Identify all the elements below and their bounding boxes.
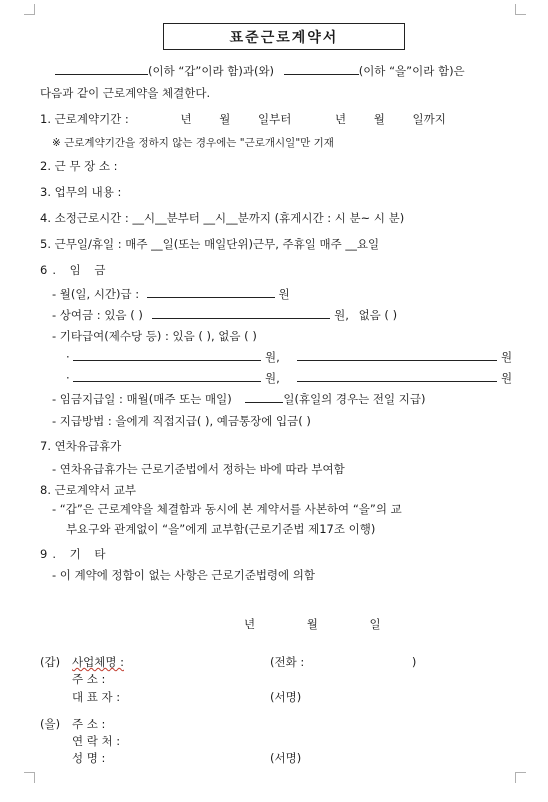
intro-line-1 — [55, 63, 465, 79]
start-month-label: 월 — [219, 112, 231, 126]
end-year-label: 년 — [334, 112, 347, 126]
pay-method-row: - 지급방법 : 을에게 직접지급( ), 예금통장에 입금( ) — [52, 414, 311, 428]
employee-name-blank[interactable] — [284, 63, 359, 75]
item-contract-delivery: 8. 근로계약서 교부 — [40, 483, 137, 497]
end-month-label: 월 — [373, 112, 385, 126]
start-day-label: 일부터 — [258, 112, 292, 126]
pay-day-tail: 일(휴일의 경우는 전일 지급) — [283, 392, 426, 406]
corner-mark-top-left — [24, 4, 35, 15]
corner-mark-bottom-right — [515, 772, 526, 783]
employee-contact: 연 락 처 : — [72, 734, 121, 748]
annual-leave-desc: - 연차유급휴가는 근로기준법에서 정하는 바에 따라 부여함 — [52, 462, 345, 476]
other-pay-row: - 기타급여(제수당 등) : 있음 ( ), 없음 ( ) — [52, 329, 257, 343]
item-job-description: 3. 업무의 내용 : — [40, 185, 122, 199]
contract-delivery-desc-2: 부요구와 관계없이 “을”에게 교부함(근로기준법 제17조 이행) — [66, 522, 376, 536]
employer-ceo: 대 표 자 : — [72, 690, 121, 704]
contract-period-note: ※ 근로계약기간을 정하지 않는 경우에는 "근로개시일"만 기재 — [52, 137, 334, 149]
employer-business-name — [72, 654, 124, 670]
other-pay-blank-2b[interactable] — [297, 370, 497, 382]
document-title: 표준근로계약서 — [163, 23, 405, 50]
date-month: 월 — [306, 617, 318, 631]
other-pay-line-2 — [66, 370, 512, 386]
corner-mark-top-right — [515, 4, 526, 15]
item-contract-period — [40, 111, 446, 127]
other-pay-unit-2b: 원 — [501, 371, 513, 385]
bonus-none: 없음 ( ) — [358, 308, 398, 322]
start-year-label: 년 — [180, 112, 192, 126]
bonus-unit: 원, — [334, 308, 349, 322]
wage-unit: 원 — [278, 287, 290, 301]
business-name-label: 사업체명 : — [72, 655, 124, 669]
intro-eul-text: (이하 “을”이라 함)은 — [358, 64, 465, 78]
other-pay-line-1 — [66, 349, 512, 365]
wage-row — [52, 286, 290, 302]
other-pay-unit-1b: 원 — [501, 350, 513, 364]
intro-line-2: 다음과 같이 근로계약을 체결한다. — [40, 86, 211, 100]
employee-marker: (을) — [40, 717, 61, 731]
other-pay-unit-1a: 원, — [264, 350, 280, 364]
pay-day-label: - 임금지급일 : 매월(매주 또는 매일) — [52, 392, 232, 406]
contract-period-label: 1. 근로계약기간 : — [40, 112, 129, 126]
bullet-dot: · — [66, 350, 70, 364]
other-pay-blank-1a[interactable] — [73, 349, 261, 361]
other-pay-blank-2a[interactable] — [73, 370, 261, 382]
date-year: 년 — [244, 617, 256, 631]
signing-date — [244, 616, 381, 632]
corner-mark-bottom-left — [24, 772, 35, 783]
bullet-dot: · — [66, 371, 70, 385]
pay-day-blank[interactable] — [245, 391, 283, 403]
item-workplace: 2. 근 무 장 소 : — [40, 159, 118, 173]
item-annual-leave: 7. 연차유급휴가 — [40, 439, 122, 453]
employer-phone — [270, 654, 416, 670]
wage-label: - 월(일, 시간)급 : — [52, 287, 140, 301]
wage-amount-blank[interactable] — [147, 286, 275, 298]
item-workdays-holidays: 5. 근무일/휴일 : 매주 __일(또는 매일단위)근무, 주휴일 매주 __요일 — [40, 237, 380, 251]
other-desc: - 이 계약에 정함이 없는 사항은 근로기준법령에 의함 — [52, 568, 316, 582]
bonus-row — [52, 307, 397, 323]
date-day: 일 — [369, 617, 381, 631]
phone-close: ) — [411, 655, 417, 669]
pay-day-row — [52, 391, 426, 407]
end-day-label: 일까지 — [412, 112, 446, 126]
employee-signature[interactable]: (서명) — [270, 751, 302, 765]
item-other: 9. 기 타 — [40, 547, 111, 561]
employer-signature[interactable]: (서명) — [270, 690, 302, 704]
other-pay-blank-1b[interactable] — [297, 349, 497, 361]
item-working-hours: 4. 소정근로시간 : __시__분부터 __시__분까지 (휴게시간 : 시 분~ 시 분) — [40, 211, 405, 225]
other-pay-unit-2a: 원, — [264, 371, 280, 385]
employee-address: 주 소 : — [72, 717, 106, 731]
item-wages: 6. 임 금 — [40, 263, 111, 277]
contract-delivery-desc-1: - “갑”은 근로계약을 체결함과 동시에 본 계약서를 사본하여 “을”의 교 — [52, 502, 402, 516]
employee-name: 성 명 : — [72, 751, 106, 765]
bonus-label: - 상여금 : 있음 ( ) — [52, 308, 143, 322]
employer-address: 주 소 : — [72, 672, 106, 686]
bonus-amount-blank[interactable] — [152, 307, 330, 319]
employer-name-blank[interactable] — [55, 63, 148, 75]
intro-gap-text: (이하 “갑”이라 함)과(와) — [148, 64, 275, 78]
phone-label: (전화 : — [270, 655, 305, 669]
employer-marker: (갑) — [40, 655, 61, 669]
